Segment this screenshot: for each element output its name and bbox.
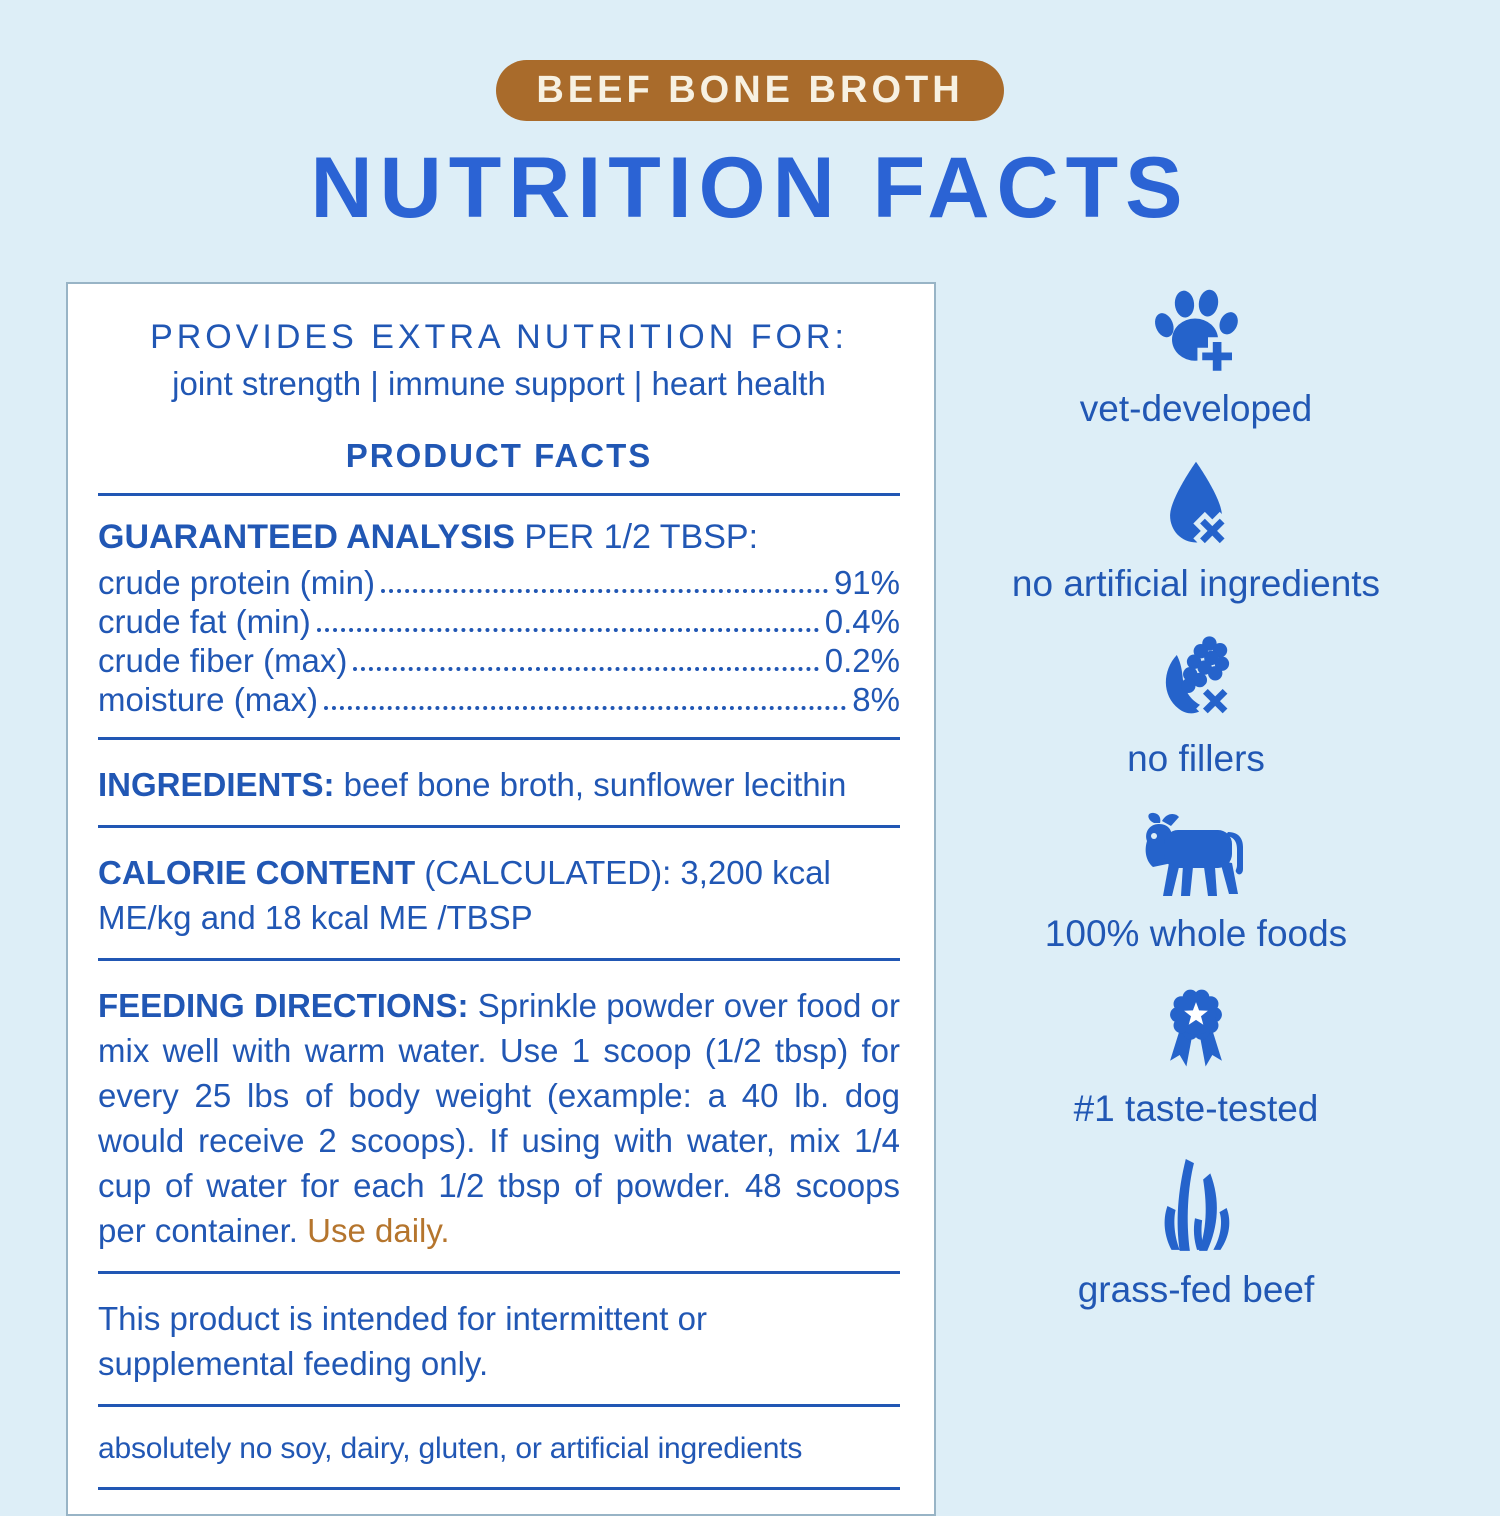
calorie-content-text: (CALCULATED): 3,200 kcal ME/kg and 18 kcal ME /TBSP [98,854,831,936]
divider [98,737,900,740]
divider [98,493,900,496]
provides-subheading: joint strength | immune support | heart health [172,365,826,402]
guaranteed-analysis-heading [98,518,900,557]
badge-label: #1 taste-tested [1073,1088,1319,1129]
list-item [1012,457,1380,605]
cow-icon [1140,807,1252,903]
badge-label: vet-developed [1079,388,1313,429]
badge-label: no artificial ingredients [1011,563,1381,604]
guaranteed-analysis-label: GUARANTEED ANALYSIS [98,518,515,556]
nutrient-name: crude protein (min) [98,564,375,601]
badge-label: 100% whole foods [1044,913,1348,954]
feeding-directions-label: FEEDING DIRECTIONS: [98,987,469,1024]
divider [98,1487,900,1490]
list-item [1127,632,1265,780]
ingredients-label: INGREDIENTS: [98,766,335,803]
dot-leader [381,589,828,593]
nutrient-name: moisture (max) [98,681,319,718]
feeding-directions-text: Sprinkle powder over food or mix well with warm water. Use 1 scoop (1/2 tbsp) for every 25 lbs of body weight (example: a 40 lb. dog would receive 2 scoops). If using with water, mix 1/4 cup of water for each 1/2 tbsp of powder. 48 scoops per container. [98,987,900,1249]
ingredients-text: beef bone broth, sunflower lecithin [334,766,847,803]
dot-leader [317,628,819,632]
grass-icon [1144,1157,1248,1259]
use-daily-highlight: Use daily. [307,1212,450,1249]
guaranteed-analysis-basis: PER 1/2 TBSP: [514,518,759,556]
feeding-directions [98,983,900,1253]
content-row [0,282,1500,1516]
table-row [98,563,900,602]
award-ribbon-icon [1144,982,1248,1078]
droplet-x-icon [1144,457,1248,553]
divider [98,958,900,961]
product-name-badge [496,60,1003,121]
list-item [1078,1157,1315,1311]
table-row [98,602,900,641]
dot-leader [324,706,846,710]
nutrient-value: 0.2% [824,642,900,679]
corn-x-icon [1144,632,1248,728]
product-facts-panel [66,282,936,1516]
calorie-content-line [98,850,900,940]
paw-plus-icon [1144,282,1248,378]
nutrient-name: crude fat (min) [98,603,311,640]
badge-label: grass-fed beef [1077,1269,1315,1310]
badge-label: no fillers [1127,738,1265,779]
table-row [98,680,900,719]
list-item [1074,982,1319,1130]
provides-heading: PROVIDES EXTRA NUTRITION FOR: [150,318,848,356]
no-artificial-note: absolutely no soy, dairy, gluten, or artificial ingredients [98,1432,803,1465]
nutrient-value: 8% [852,681,900,718]
divider [98,1404,900,1407]
table-row [98,641,900,680]
nutrient-value: 91% [833,564,900,601]
feature-badges-column [936,282,1500,1338]
calorie-content-label: CALORIE CONTENT [98,854,416,891]
product-name: BEEF BONE BROTH [536,69,964,111]
ingredients-line [98,762,900,807]
nutrient-name: crude fiber (max) [98,642,348,679]
divider [98,825,900,828]
intermittent-note: This product is intended for intermittent or supplemental feeding only. [98,1300,707,1382]
page-title: NUTRITION FACTS [310,140,1190,236]
label-header [0,0,1500,238]
nutrient-value: 0.4% [824,603,900,640]
divider [98,1271,900,1274]
product-facts-title: PRODUCT FACTS [345,437,653,474]
list-item [1080,282,1312,430]
list-item [1045,807,1347,955]
dot-leader [353,667,818,671]
